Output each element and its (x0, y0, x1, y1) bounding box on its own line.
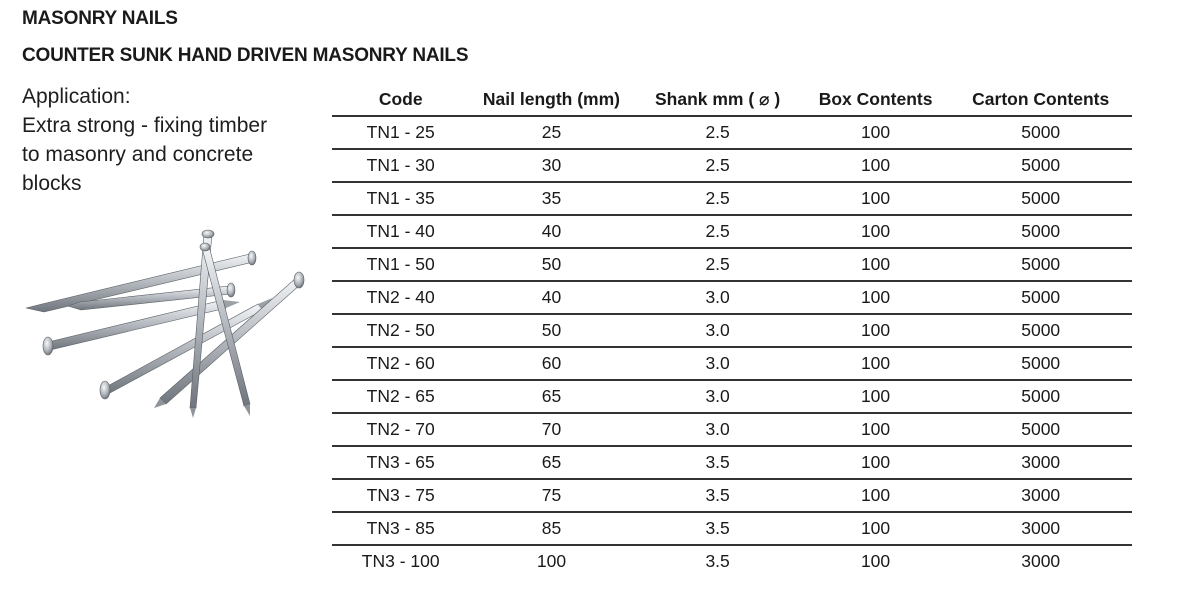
cell-nail-length: 40 (469, 215, 633, 248)
cell-box-contents: 100 (802, 446, 950, 479)
cell-code: TN3 - 100 (361, 551, 440, 571)
cell-shank: 2.5 (634, 215, 802, 248)
cell-carton-contents: 3000 (949, 479, 1132, 512)
cell-box-contents: 100 (802, 116, 950, 149)
nail-spec-table (332, 83, 1132, 577)
cell-code: TN3 - 75 (332, 479, 469, 512)
cell-nail-length: 65 (469, 380, 633, 413)
cell-box-contents: 100 (802, 512, 950, 545)
header-carton-contents: Carton Contents (949, 83, 1132, 116)
page-title: MASONRY NAILS (22, 8, 178, 29)
cell-shank: 2.5 (634, 182, 802, 215)
cell-carton-contents: 3000 (949, 512, 1132, 545)
cell-carton-contents: 5000 (949, 314, 1132, 347)
cell-shank: 2.5 (634, 149, 802, 182)
nail-shape (43, 300, 240, 355)
cell-box-contents: 100 (802, 248, 950, 281)
cell-nail-length: 35 (469, 182, 633, 215)
cell-code: TN2 - 60 (332, 347, 469, 380)
cell-code: TN3 - 85 (332, 512, 469, 545)
cell-box-contents: 100 (802, 413, 950, 446)
table-row (332, 446, 1132, 479)
cell-shank: 2.5 (634, 116, 802, 149)
cell-nail-length: 85 (469, 512, 633, 545)
cell-box-contents: 100 (802, 182, 950, 215)
table-row (332, 182, 1132, 215)
application-line: blocks (22, 172, 82, 195)
cell-shank: 3.0 (634, 347, 802, 380)
cell-nail-length: 100 (536, 551, 567, 571)
table-row (332, 116, 1132, 149)
header-shank: Shank mm ( ⌀ ) (634, 83, 802, 116)
cell-box-contents: 100 (802, 380, 950, 413)
application-line: Extra strong - fixing timber (22, 114, 268, 137)
cell-shank: 3.5 (634, 479, 802, 512)
cell-box-contents: 100 (802, 347, 950, 380)
table-row (332, 380, 1132, 413)
cell-carton-contents: 5000 (949, 215, 1132, 248)
table-row (332, 215, 1132, 248)
cell-shank: 3.0 (634, 281, 802, 314)
cell-nail-length: 75 (469, 479, 633, 512)
cell-nail-length: 50 (469, 248, 633, 281)
cell-carton-contents: 3000 (949, 446, 1132, 479)
cell-box-contents: 100 (802, 215, 950, 248)
cell-box-contents: 100 (802, 149, 950, 182)
cell-code: TN2 - 70 (332, 413, 469, 446)
cell-shank: 3.5 (634, 512, 802, 545)
cell-carton-contents: 5000 (949, 116, 1132, 149)
cell-box-contents: 100 (860, 551, 891, 571)
cell-nail-length: 40 (469, 281, 633, 314)
table-row (332, 149, 1132, 182)
cell-shank: 3.0 (634, 413, 802, 446)
cell-shank: 3.5 (634, 446, 802, 479)
cell-nail-length: 25 (469, 116, 633, 149)
header-box-contents: Box Contents (802, 83, 950, 116)
table-row (332, 413, 1132, 446)
cell-carton-contents: 5000 (949, 380, 1132, 413)
cell-code: TN2 - 40 (332, 281, 469, 314)
cell-carton-contents: 5000 (949, 149, 1132, 182)
cell-nail-length: 30 (469, 149, 633, 182)
application-heading: Application: (22, 85, 131, 108)
cell-code: TN1 - 35 (332, 182, 469, 215)
nails-photo-icon (18, 222, 318, 422)
cell-code: TN2 - 50 (332, 314, 469, 347)
cell-nail-length: 50 (469, 314, 633, 347)
cell-carton-contents: 5000 (949, 347, 1132, 380)
cell-carton-contents: 5000 (949, 413, 1132, 446)
cell-shank: 3.0 (634, 380, 802, 413)
cell-carton-contents: 5000 (949, 281, 1132, 314)
cell-box-contents: 100 (802, 314, 950, 347)
table-row (332, 512, 1132, 545)
cell-shank: 2.5 (634, 248, 802, 281)
table-header-row (332, 83, 1132, 116)
page-subtitle: COUNTER SUNK HAND DRIVEN MASONRY NAILS (22, 45, 469, 66)
cell-nail-length: 70 (469, 413, 633, 446)
table-row (332, 479, 1132, 512)
cell-box-contents: 100 (802, 281, 950, 314)
header-code: Code (332, 83, 469, 116)
cell-nail-length: 60 (469, 347, 633, 380)
cell-shank: 3.5 (705, 551, 730, 571)
table-row (332, 281, 1132, 314)
cell-carton-contents: 5000 (949, 248, 1132, 281)
application-text (22, 82, 322, 198)
cell-code: TN2 - 65 (332, 380, 469, 413)
table-row (332, 347, 1132, 380)
application-line: to masonry and concrete (22, 143, 254, 166)
table-row (332, 314, 1132, 347)
header-nail-length: Nail length (mm) (469, 83, 633, 116)
cell-code: TN3 - 65 (332, 446, 469, 479)
cell-shank: 3.0 (634, 314, 802, 347)
cell-carton-contents: 5000 (949, 182, 1132, 215)
cell-box-contents: 100 (802, 479, 950, 512)
cell-code: TN1 - 30 (332, 149, 469, 182)
table-row (332, 248, 1132, 281)
cell-carton-contents: 3000 (1021, 551, 1061, 571)
table-row (332, 545, 1132, 577)
cell-code: TN1 - 25 (332, 116, 469, 149)
cell-code: TN1 - 40 (332, 215, 469, 248)
cell-code: TN1 - 50 (332, 248, 469, 281)
cell-nail-length: 65 (469, 446, 633, 479)
